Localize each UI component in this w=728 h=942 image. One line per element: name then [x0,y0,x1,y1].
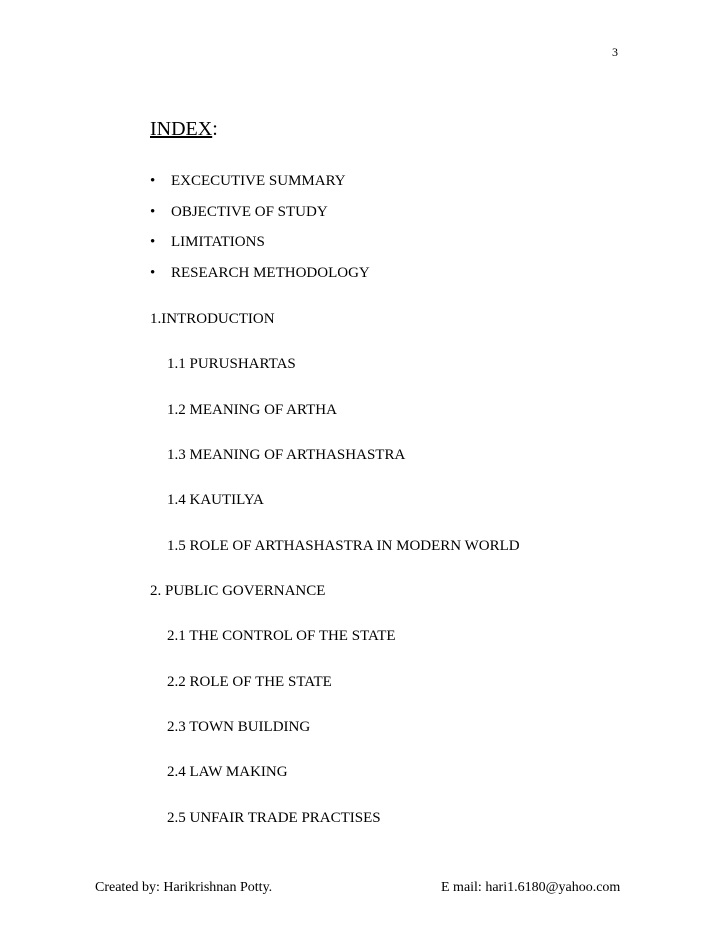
bullet-icon: • [150,204,156,220]
bullet-icon: • [150,173,156,189]
footer-email: E mail: hari1.6180@yahoo.com [441,880,621,895]
subsection-control-of-the-state: 2.1 THE CONTROL OF THE STATE [167,628,396,644]
subsection-purushartas: 1.1 PURUSHARTAS [167,356,296,372]
page-number: 3 [612,45,618,59]
bullet-item-label: RESEARCH METHODOLOGY [171,265,370,281]
bullet-item-objective-of-study [150,204,328,221]
bullet-icon: • [150,265,156,281]
subsection-town-building: 2.3 TOWN BUILDING [167,719,311,735]
bullet-item-limitations [150,234,265,251]
bullet-icon: • [150,234,156,250]
subsection-law-making: 2.4 LAW MAKING [167,764,288,780]
section-title-introduction: 1.INTRODUCTION [150,311,275,327]
subsection-kautilya: 1.4 KAUTILYA [167,492,264,508]
footer-created-by: Created by: Harikrishnan Potty. [95,880,273,895]
subsection-meaning-of-artha: 1.2 MEANING OF ARTHA [167,402,337,418]
index-heading-text: INDEX [150,118,213,140]
subsection-role-of-arthashastra: 1.5 ROLE OF ARTHASHASTRA IN MODERN WORLD [167,538,520,554]
bullet-item-label: OBJECTIVE OF STUDY [171,204,328,220]
subsection-unfair-trade-practises: 2.5 UNFAIR TRADE PRACTISES [167,810,381,826]
bullet-item-label: EXCECUTIVE SUMMARY [171,173,346,189]
index-heading [150,118,218,141]
bullet-item-research-methodology [150,265,370,282]
bullet-item-executive-summary [150,173,346,190]
bullet-item-label: LIMITATIONS [171,234,265,250]
subsection-meaning-of-arthashastra: 1.3 MEANING OF ARTHASHASTRA [167,447,406,463]
subsection-role-of-the-state: 2.2 ROLE OF THE STATE [167,674,332,690]
index-heading-suffix: : [212,118,218,140]
section-title-public-governance: 2. PUBLIC GOVERNANCE [150,583,326,599]
